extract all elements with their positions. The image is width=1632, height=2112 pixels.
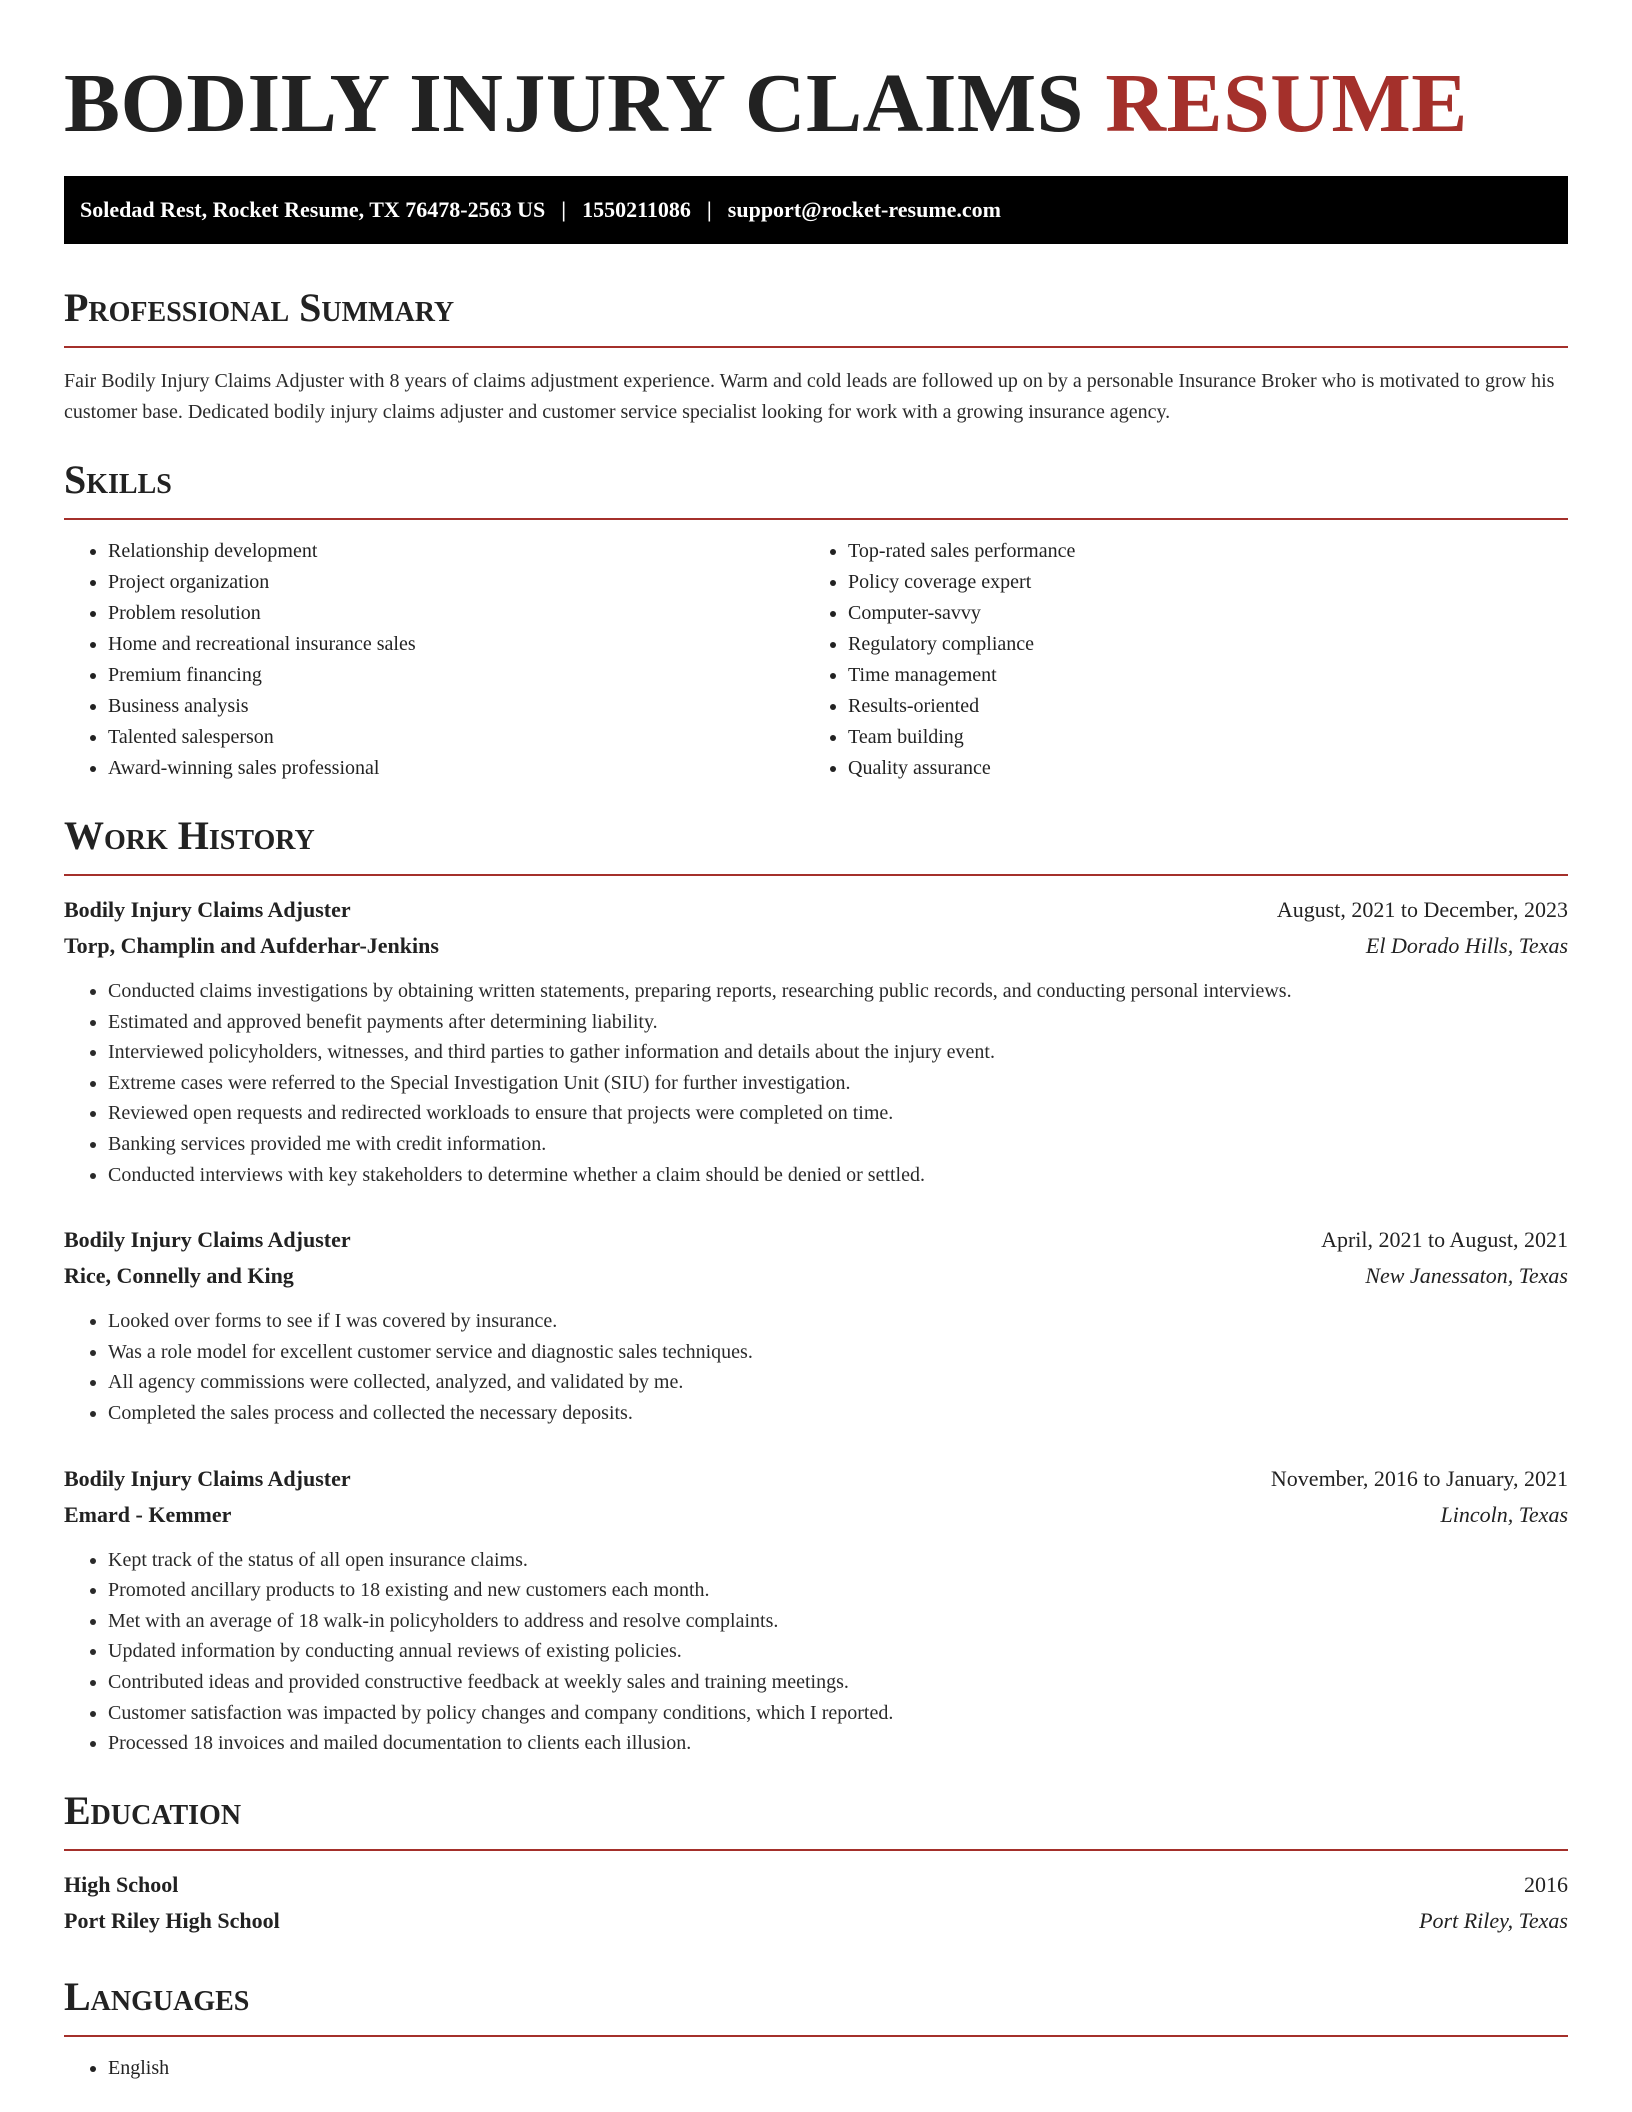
work-history-section <box>64 812 1568 1759</box>
education-year: 2016 <box>1524 1871 1568 1897</box>
skill-item: • Award-winning sales professional <box>108 753 804 784</box>
job-location: Lincoln, Texas <box>1440 1501 1568 1527</box>
job-duty: • Customer satisfaction was impacted by policy changes and company conditions, which I reported. <box>108 1698 1568 1729</box>
skill-item: • Policy coverage expert <box>848 567 1544 598</box>
education-school-row <box>64 1903 1568 1939</box>
skill-item: • Premium financing <box>108 660 804 691</box>
job-employer: Emard - Kemmer <box>64 1501 232 1527</box>
skills-left-list <box>64 536 804 784</box>
work-history-heading: Work History <box>64 813 315 858</box>
job-duties <box>64 1545 1568 1759</box>
section-divider <box>64 346 1568 348</box>
job-duty: • Updated information by conducting annual reviews of existing policies. <box>108 1636 1568 1667</box>
skills-heading: Skills <box>64 457 172 502</box>
education-location: Port Riley, Texas <box>1419 1907 1568 1933</box>
job-title: Bodily Injury Claims Adjuster <box>64 897 351 922</box>
skill-item: • Results-oriented <box>848 691 1544 722</box>
section-divider <box>64 874 1568 876</box>
skill-item: • Relationship development <box>108 536 804 567</box>
education-heading: Education <box>64 1787 242 1833</box>
job-duty: • Reviewed open requests and redirected workloads to ensure that projects were completed on time. <box>108 1098 1568 1129</box>
skill-item: • Project organization <box>108 567 804 598</box>
job-duty: • Completed the sales process and collected the necessary deposits. <box>108 1398 1568 1429</box>
skill-item: • Regulatory compliance <box>848 629 1544 660</box>
skills-right-list <box>804 536 1544 784</box>
contact-email: support@rocket-resume.com <box>727 197 1001 222</box>
title-main: BODILY INJURY CLAIMS <box>64 57 1084 150</box>
job-duty: • Kept track of the status of all open insurance claims. <box>108 1545 1568 1576</box>
section-divider <box>64 2035 1568 2037</box>
skill-item: • Team building <box>848 722 1544 753</box>
contact-separator: | <box>561 197 567 222</box>
resume-title <box>64 54 1568 164</box>
job-employer-row <box>64 928 1568 964</box>
summary-heading: Professional Summary <box>64 285 455 330</box>
job-title: Bodily Injury Claims Adjuster <box>64 1227 351 1253</box>
job-header-row <box>64 1222 1568 1258</box>
section-divider <box>64 518 1568 520</box>
skill-item: • Business analysis <box>108 691 804 722</box>
job-duty: • Estimated and approved benefit payments after determining liability. <box>108 1007 1568 1038</box>
job-duty: • Extreme cases were referred to the Special Investigation Unit (SIU) for further investigation. <box>108 1068 1568 1099</box>
job-duties <box>64 976 1568 1190</box>
title-accent: RESUME <box>1105 57 1468 150</box>
job-duty: • All agency commissions were collected, analyzed, and validated by me. <box>108 1367 1568 1398</box>
job-entry <box>64 892 1568 1190</box>
job-employer-row <box>64 1258 1568 1294</box>
job-employer: Torp, Champlin and Aufderhar-Jenkins <box>64 933 439 958</box>
job-duty: • Conducted interviews with key stakeholders to determine whether a claim should be denied or settled. <box>108 1160 1568 1191</box>
languages-heading: Languages <box>64 1973 250 2019</box>
contact-bar <box>64 176 1568 244</box>
job-dates: November, 2016 to January, 2021 <box>1270 1465 1568 1491</box>
job-duty: • Contributed ideas and provided constructive feedback at weekly sales and training meetings. <box>108 1667 1568 1698</box>
skill-item: • Quality assurance <box>848 753 1544 784</box>
contact-address: Soledad Rest, Rocket Resume, TX 76478-2563 US <box>80 197 546 222</box>
job-duty: • Processed 18 invoices and mailed documentation to clients each illusion. <box>108 1728 1568 1759</box>
education-section <box>64 1787 1568 1939</box>
job-entry <box>64 1461 1568 1759</box>
skill-item: • Problem resolution <box>108 598 804 629</box>
resume-page <box>64 0 1568 2083</box>
job-duty: • Promoted ancillary products to 18 existing and new customers each month. <box>108 1575 1568 1606</box>
summary-text: Fair Bodily Injury Claims Adjuster with 8 years of claims adjustment experience. Warm and cold leads are followed up on by a personable Insurance Broker who is motivated to grow his customer base. Dedicated bodily injury claims adjuster and customer service specialist looking for work with a growing insurance agency. <box>64 370 1555 423</box>
job-header-row <box>64 1461 1568 1497</box>
job-dates: April, 2021 to August, 2021 <box>1321 1227 1568 1253</box>
job-location: New Janessaton, Texas <box>1365 1263 1568 1289</box>
job-duties <box>64 1306 1568 1428</box>
job-duty: • Met with an average of 18 walk-in policyholders to address and resolve complaints. <box>108 1606 1568 1637</box>
job-title: Bodily Injury Claims Adjuster <box>64 1465 351 1491</box>
contact-separator: | <box>706 197 712 222</box>
contact-phone: 1550211086 <box>582 197 691 222</box>
languages-list <box>64 2053 1568 2083</box>
section-divider <box>64 1849 1568 1851</box>
job-location: El Dorado Hills, Texas <box>1365 933 1568 958</box>
skill-item: • Home and recreational insurance sales <box>108 629 804 660</box>
skill-item: • Top-rated sales performance <box>848 536 1544 567</box>
skill-item: • Time management <box>848 660 1544 691</box>
job-duty: • Banking services provided me with credit information. <box>108 1129 1568 1160</box>
job-duty: • Interviewed policyholders, witnesses, and third parties to gather information and details about the injury event. <box>108 1037 1568 1068</box>
job-employer: Rice, Connelly and King <box>64 1263 294 1289</box>
skills-section <box>64 456 1568 784</box>
job-entry <box>64 1222 1568 1428</box>
skills-columns <box>64 536 1568 784</box>
job-dates: August, 2021 to December, 2023 <box>1276 897 1568 922</box>
job-duty: • Conducted claims investigations by obtaining written statements, preparing reports, researching public records, and conducting personal interviews. <box>108 976 1568 1007</box>
job-header-row <box>64 892 1568 928</box>
skill-item: • Computer-savvy <box>848 598 1544 629</box>
education-degree: High School <box>64 1871 179 1897</box>
education-header-row <box>64 1867 1568 1903</box>
language-item: • English <box>108 2053 1568 2083</box>
languages-section <box>64 1973 1568 2083</box>
job-employer-row <box>64 1497 1568 1533</box>
summary-section <box>64 284 1568 428</box>
job-duty: • Looked over forms to see if I was covered by insurance. <box>108 1306 1568 1337</box>
education-entry <box>64 1867 1568 1939</box>
education-school: Port Riley High School <box>64 1907 280 1933</box>
job-duty: • Was a role model for excellent customer service and diagnostic sales techniques. <box>108 1337 1568 1368</box>
skill-item: • Talented salesperson <box>108 722 804 753</box>
